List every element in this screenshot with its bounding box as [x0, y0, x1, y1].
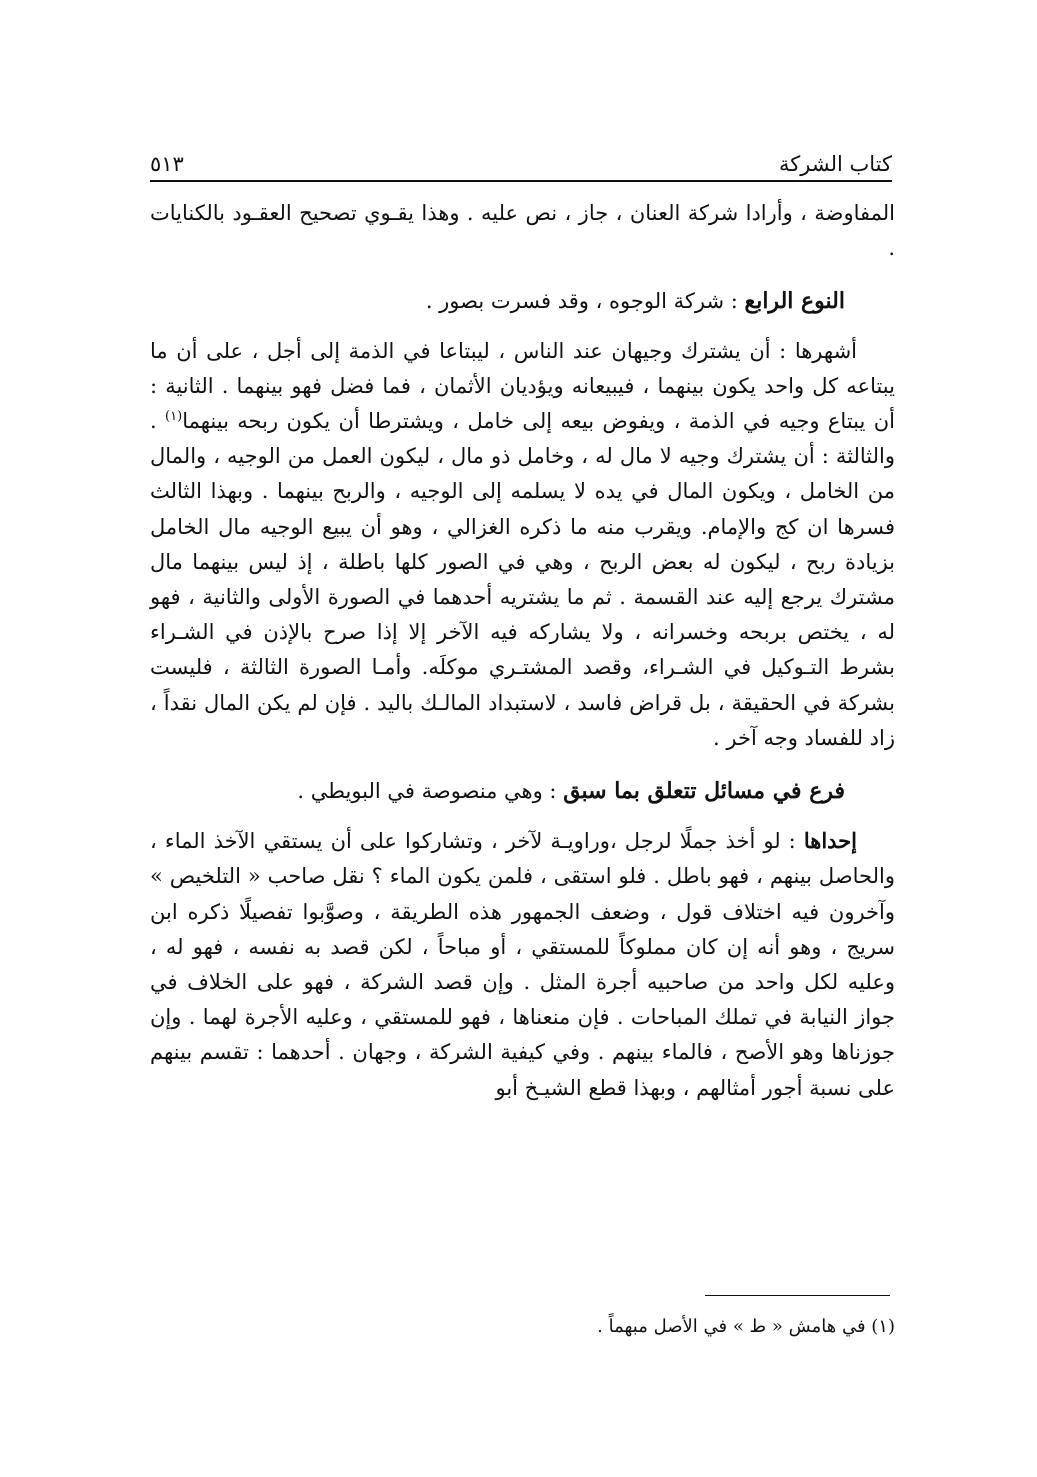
heading-text: : شركة الوجوه ، وقد فسرت بصور . [425, 289, 745, 314]
footnote: (١) في هامش « ط » في الأصل مبهماً . [597, 1316, 895, 1337]
branch-text: : وهي منصوصة في البويطي . [297, 779, 564, 804]
first-issue-label: إحداها [803, 828, 857, 854]
first-issue-text: : لو أخذ جملًا لرجل ،وراويـة لآخر ، وتشاركوا على أن يستقي الآخذ الماء ، والحاصل بينهم ، فهو باطل . فلو استقى ، فلمن يكون الماء ؟ نقل صاحب « التلخيص » وآخرون فيه اختلاف قول ، وضعف الجمهور هذه الطريقة ، وصوَّبوا تفصيلًا ذكره ابن سريج ، وهو أنه إن كان مملوكاً للمستقي ، أو مباحاً ، لكن قصد به نفسه ، فهو له ، وعليه لكل واحد من صاحبيه أجرة المثل . وإن قصد الشركة ، فهو على الخلاف في جواز النيابة في تملك المباحات . فإن منعناها ، فهو للمستقي ، وعليه الأجرة لهما . وإن جوزناها وهو الأصح ، فالماء بينهم . وفي كيفية الشركة ، وجهان . أحدهما : تقسم بينهم على نسبة أجور أمثالهم ، وبهذا قطع الشيـخ أبو [150, 829, 895, 1100]
section-heading-fourth-type [150, 284, 895, 319]
heading-label: النوع الرابع [744, 288, 845, 315]
header-rule [150, 180, 892, 182]
paragraph-forms [150, 334, 895, 756]
body-text [150, 196, 895, 1106]
branch-label: فرع في مسائل تتعلق بما سبق [563, 778, 845, 805]
running-head [150, 140, 892, 176]
paragraph-continuation: المفاوضة ، وأرادا شركة العنان ، جاز ، نص عليه . وهذا يقـوي تصحيح العقـود بالكنايات . [150, 201, 895, 261]
paragraph-forms-text-rest: . والثالثة : أن يشترك وجيه لا مال له ، وخامل ذو مال ، ليكون العمل من الوجيه ، والمال من الخامل ، ويكون المال في يده لا يسلمه إلى الوجيه ، والربح بينهما . وبهذا الثالث فسرها ان كج والإمام. ويقرب منه ما ذكره الغزالي ، وهو أن يبيع الوجيه مال الخامل بزيادة ربح ، ليكون له بعض الربح ، وهي في الصور كلها باطلة ، إذ ليس بينهما مال مشترك يرجع إليه عند القسمة . ثم ما يشتريه أحدهما في الصورة الأولى والثانية ، فهو له ، يختص بربحه وخسرانه ، ولا يشاركه فيه الآخر إلا إذا صرح بالإذن في الشـراء بشرط التـوكيل في الشـراء، وقصد المشتـري موكلَه. وأمـا الصورة الثالثة ، فليست بشركة في الحقيقة ، بل قراض فاسد ، لاستبداد المالـك باليد . فإن لم يكن المال نقداً ، زاد للفساد وجه آخر . [150, 409, 895, 750]
paragraph-forms-text: أشهرها : أن يشترك وجيهان عند الناس ، ليبتاعا في الذمة إلى أجل ، على أن ما يبتاعه كل واحد يكون بينهما ، فيبيعانه ويؤديان الأثمان ، فما فضل فهو بينهما . الثانية : أن يبتاع وجيه في الذمة ، ويفوض بيعه إلى خامل ، ويشترطا أن يكون ربحه بينهما [150, 338, 895, 434]
page-number: ٥١٣ [150, 152, 184, 176]
footnote-rule [705, 1295, 890, 1296]
paragraph-first-issue [150, 823, 895, 1106]
chapter-title: كتاب الشركة [779, 152, 892, 176]
footnote-reference: (١) [165, 409, 183, 425]
section-heading-branch [150, 774, 895, 809]
